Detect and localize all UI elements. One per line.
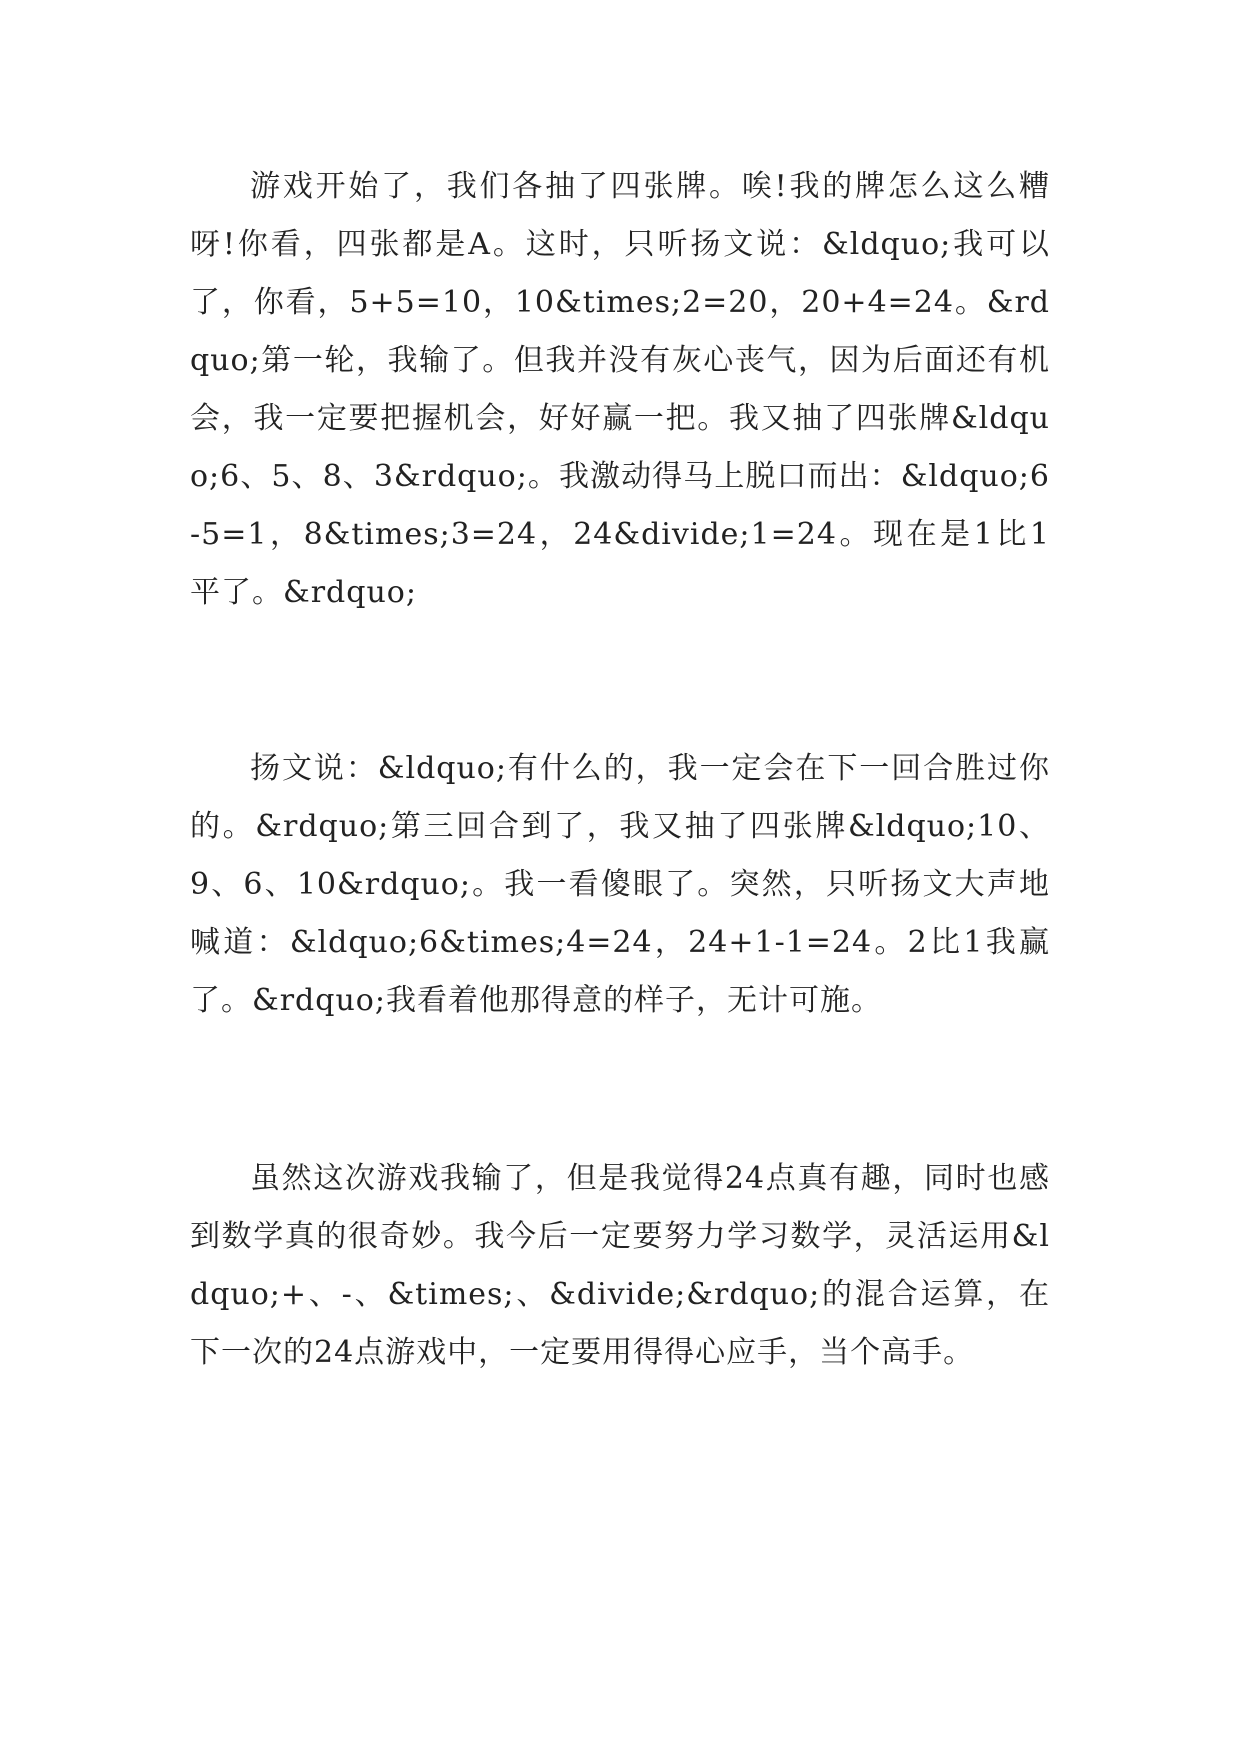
paragraph-1: 游戏开始了，我们各抽了四张牌。唉!我的牌怎么这么糟呀!你看，四张都是A。这时，只听扬文说：&ldquo;我可以了，你看，5+5=10，10&times;2=20，20+4=24。&rdquo;第一轮，我输了。但我并没有灰心丧气，因为后面还有机会，我一定要把握机会，好好赢一把。我又抽了四张牌&ldquo;6、5、8、3&rdquo;。我激动得马上脱口而出：&ldquo;6-5=1，8&times;3=24，24&divide;1=24。现在是1比1平了。&rdquo;: [190, 169, 1050, 610]
paragraph-3: 虽然这次游戏我输了，但是我觉得24点真有趣，同时也感到数学真的很奇妙。我今后一定要努力学习数学，灵活运用&ldquo;+、-、&times;、&divide;&rdquo;的混合运算，在下一次的24点游戏中，一定要用得得心应手，当个高手。: [190, 1161, 1050, 1370]
paragraph-2: 扬文说：&ldquo;有什么的，我一定会在下一回合胜过你的。&rdquo;第三回合到了，我又抽了四张牌&ldquo;10、9、6、10&rdquo;。我一看傻眼了。突然，只听扬文大声地喊道：&ldquo;6&times;4=24，24+1-1=24。2比1我赢了。&rdquo;我看着他那得意的样子，无计可施。: [190, 751, 1050, 1018]
